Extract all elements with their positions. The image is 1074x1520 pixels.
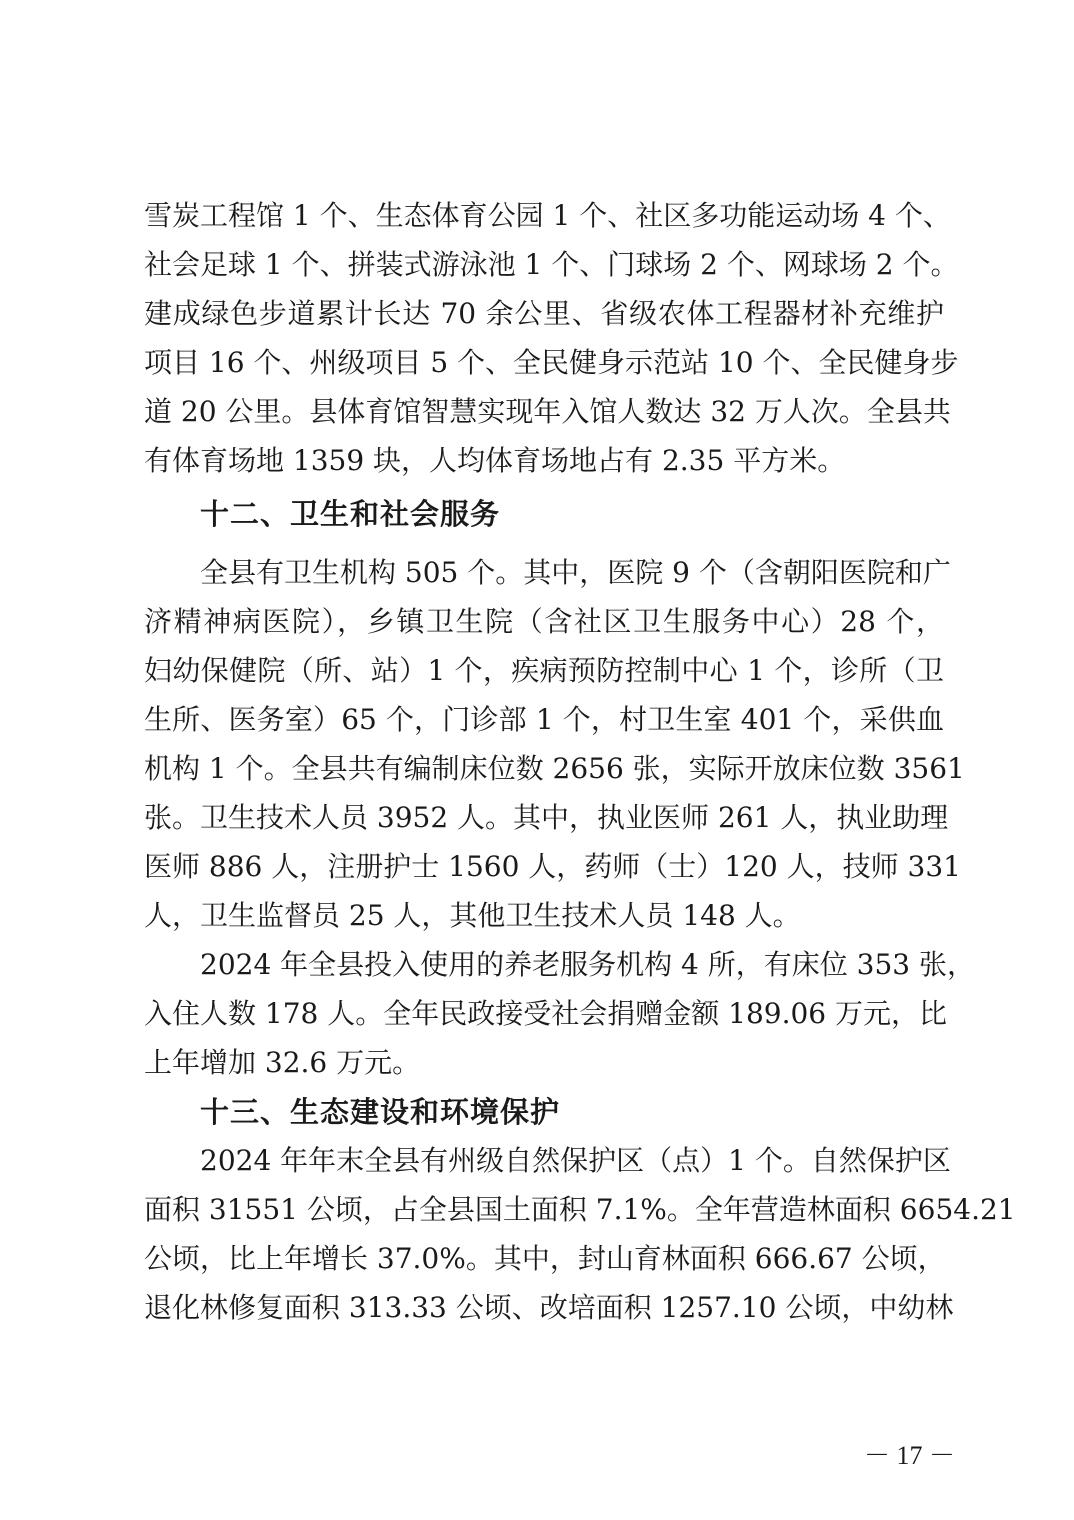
paragraph-line: 道 20 公里。县体育馆智慧实现年入馆人数达 32 万人次。全县共: [144, 395, 951, 428]
paragraph-line: 建成绿色步道累计长达 70 余公里、省级农体工程器材补充维护: [144, 297, 944, 330]
paragraph-line: 有体育场地 1359 块，人均体育场地占有 2.35 平方米。: [144, 444, 846, 477]
page-number: － 17 －: [864, 1441, 956, 1470]
paragraph-line: 退化林修复面积 313.33 公顷、改培面积 1257.10 公顷，中幼林: [144, 1291, 954, 1324]
paragraph-line: 项目 16 个、州级项目 5 个、全民健身示范站 10 个、全民健身步: [144, 346, 959, 379]
section-heading-ecology: 十三、生态建设和环境保护: [200, 1095, 561, 1129]
paragraph-line: 雪炭工程馆 1 个、生态体育公园 1 个、社区多功能运动场 4 个、: [144, 199, 951, 232]
paragraph-line: 社会足球 1 个、拼装式游泳池 1 个、门球场 2 个、网球场 2 个。: [144, 248, 959, 281]
paragraph-line: 医师 886 人，注册护士 1560 人，药师（士）120 人，技师 331: [144, 850, 961, 883]
paragraph-line: 全县有卫生机构 505 个。其中，医院 9 个（含朝阳医院和广: [200, 556, 951, 589]
paragraph-line: 2024 年全县投入使用的养老服务机构 4 所，有床位 353 张，: [200, 948, 976, 981]
paragraph-line: 济精神病医院），乡镇卫生院（含社区卫生服务中心）28 个，: [144, 605, 944, 638]
paragraph-line: 机构 1 个。全县共有编制床位数 2656 张，实际开放床位数 3561: [144, 752, 965, 785]
paragraph-line: 妇幼保健院（所、站）1 个，疾病预防控制中心 1 个，诊所（卫: [144, 654, 944, 687]
paragraph-line: 张。卫生技术人员 3952 人。其中，执业医师 261 人，执业助理: [144, 801, 949, 834]
paragraph-line: 入住人数 178 人。全年民政接受社会捐赠金额 189.06 万元，比: [144, 997, 948, 1030]
paragraph-line: 上年增加 32.6 万元。: [144, 1046, 421, 1079]
paragraph-line: 2024 年年末全县有州级自然保护区（点）1 个。自然保护区: [200, 1144, 951, 1177]
paragraph-line: 生所、医务室）65 个，门诊部 1 个，村卫生室 401 个，采供血: [144, 703, 944, 736]
paragraph-line: 公顷，比上年增长 37.0%。其中，封山育林面积 666.67 公顷，: [144, 1242, 946, 1275]
paragraph-line: 人，卫生监督员 25 人，其他卫生技术人员 148 人。: [144, 899, 801, 932]
paragraph-line: 面积 31551 公顷，占全县国土面积 7.1%。全年营造林面积 6654.21: [144, 1193, 1016, 1226]
section-heading-health: 十二、卫生和社会服务: [200, 497, 501, 531]
